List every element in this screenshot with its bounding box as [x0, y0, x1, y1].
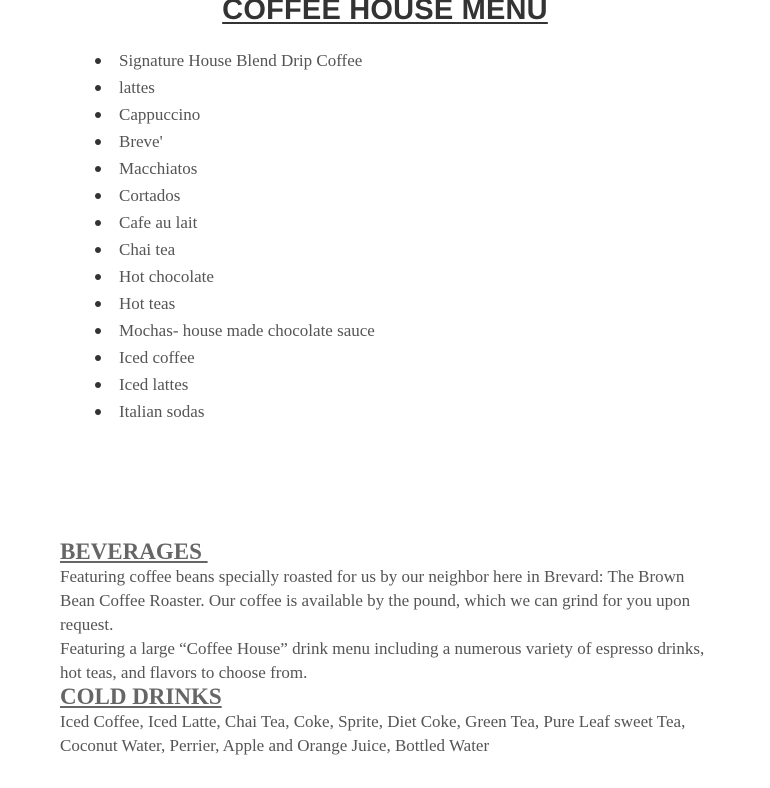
list-item-label: Signature House Blend Drip Coffee: [119, 51, 363, 70]
list-item: [60, 209, 375, 236]
list-item: [60, 128, 375, 155]
bullet-icon: [95, 409, 101, 415]
list-item: [60, 344, 375, 371]
bullet-icon: [95, 382, 101, 388]
bullet-icon: [95, 58, 101, 64]
cold-drinks-heading: COLD DRINKS: [60, 684, 222, 709]
list-item: [60, 398, 375, 425]
list-item-label: Cortados: [119, 186, 181, 205]
bullet-icon: [95, 301, 101, 307]
list-item-label: Breve': [119, 132, 163, 151]
list-item-label: Italian sodas: [119, 402, 205, 421]
cold-drinks-list: Iced Coffee, Iced Latte, Chai Tea, Coke, Sprite, Diet Coke, Green Tea, Pure Leaf sweet Tea, Coconut Water, Perrier, Apple and Orange Juice, Bottled Water: [60, 712, 686, 755]
list-item: [60, 74, 375, 101]
list-item: [60, 263, 375, 290]
cold-drinks-section: [60, 684, 720, 758]
list-item: [60, 155, 375, 182]
list-item: [60, 182, 375, 209]
list-item: [60, 371, 375, 398]
bullet-icon: [95, 166, 101, 172]
list-item-label: Hot chocolate: [119, 267, 214, 286]
bullet-icon: [95, 112, 101, 118]
list-item-label: Hot teas: [119, 294, 176, 313]
list-item: [60, 236, 375, 263]
list-item-label: Iced lattes: [119, 375, 189, 394]
bullet-icon: [95, 355, 101, 361]
bullet-icon: [95, 85, 101, 91]
beverages-section: [60, 539, 720, 685]
list-item: [60, 290, 375, 317]
list-item-label: Cappuccino: [119, 105, 201, 124]
bullet-icon: [95, 139, 101, 145]
list-item: [60, 101, 375, 128]
bullet-icon: [95, 328, 101, 334]
bullet-icon: [95, 220, 101, 226]
list-item-label: Mochas- house made chocolate sauce: [119, 321, 375, 340]
bullet-icon: [95, 247, 101, 253]
bullet-icon: [95, 193, 101, 199]
beverages-heading: BEVERAGES: [60, 539, 208, 564]
beverages-description: Featuring coffee beans specially roasted for us by our neighbor here in Brevard: The Brown Bean Coffee Roaster. Our coffee is available by the pound, which we can grind for you upon request.: [60, 567, 691, 634]
coffee-menu-list: [60, 47, 375, 425]
page-title: COFFEE HOUSE MENU: [222, 0, 548, 26]
list-item: [60, 317, 375, 344]
list-item: [60, 47, 375, 74]
bullet-icon: [95, 274, 101, 280]
list-item-label: Chai tea: [119, 240, 176, 259]
list-item-label: Macchiatos: [119, 159, 198, 178]
beverages-menu-description: Featuring a large “Coffee House” drink menu including a numerous variety of espresso drinks, hot teas, and flavors to choose from.: [60, 639, 705, 682]
list-item-label: Cafe au lait: [119, 213, 198, 232]
list-item-label: Iced coffee: [119, 348, 195, 367]
list-item-label: lattes: [119, 78, 155, 97]
